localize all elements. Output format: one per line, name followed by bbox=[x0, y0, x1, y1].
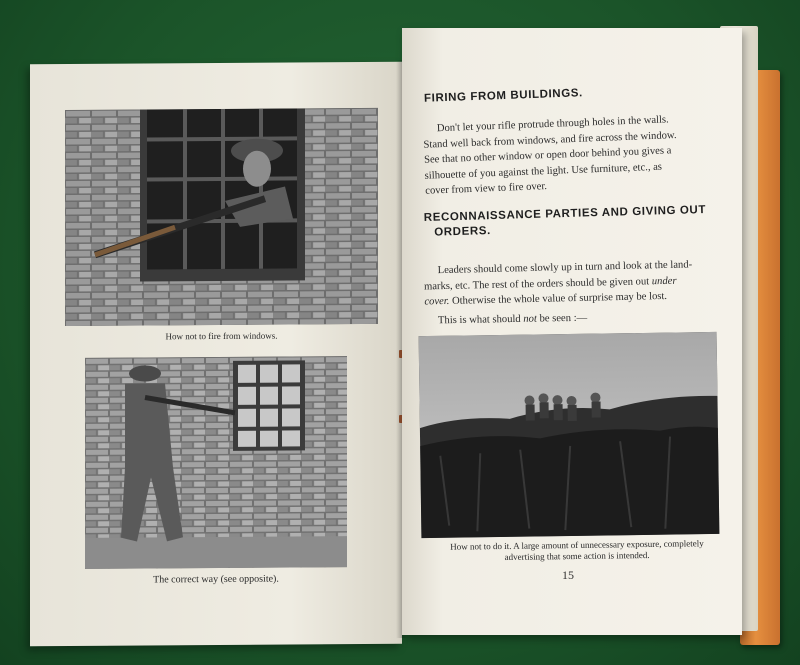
photo-window-firing-wrong bbox=[65, 108, 378, 326]
section1-line: See that no other window or open door behind you gives a bbox=[423, 145, 672, 166]
intro-text-italic: not bbox=[523, 313, 537, 325]
section2-line: Leaders should come slowly up in turn and look at the land- bbox=[437, 259, 693, 277]
photo-exposed-soldiers bbox=[419, 332, 720, 538]
intro-text-before: This is what should bbox=[437, 313, 524, 327]
caption-line2: advertising that some action is intended. bbox=[504, 549, 650, 563]
intro-line bbox=[438, 311, 587, 329]
section1-line: Don't let your rifle protrude through holes in the walls. bbox=[436, 114, 669, 135]
bottom-photo-caption: The correct way (see opposite). bbox=[153, 573, 279, 586]
section1-line: silhouette of you against the light. Use furniture, etc., as bbox=[424, 161, 663, 182]
section2-line3-text: Otherwise the whole value of surprise may be lost. bbox=[449, 290, 668, 307]
bottom-photo-caption bbox=[432, 538, 722, 564]
section1-heading: FIRING FROM BUILDINGS. bbox=[423, 87, 584, 105]
section1-line: Stand well back from windows, and fire across the window. bbox=[423, 129, 677, 151]
caption-line1: How not to do it. A large amount of unnecessary exposure, completely bbox=[450, 538, 704, 552]
intro-text-after: be seen :— bbox=[536, 312, 588, 325]
left-page bbox=[30, 62, 402, 647]
photo-correct-way bbox=[85, 356, 347, 569]
section2-heading bbox=[424, 204, 707, 239]
section2-heading-line2: ORDERS. bbox=[434, 225, 492, 239]
section2-body bbox=[424, 257, 730, 310]
section2-line2-italic: under bbox=[651, 275, 677, 287]
right-page bbox=[402, 28, 742, 635]
section1-line: cover from view to fire over. bbox=[425, 181, 548, 197]
section2-line2-text: marks, etc. The rest of the orders should be given out bbox=[423, 275, 652, 292]
section2-line3-italic: cover. bbox=[424, 295, 450, 308]
top-photo-caption: How not to fire from windows. bbox=[165, 330, 278, 342]
section1-body bbox=[423, 110, 726, 199]
section2-heading-line1: RECONNAISSANCE PARTIES AND GIVING OUT bbox=[423, 204, 707, 224]
page-number: 15 bbox=[562, 568, 574, 582]
